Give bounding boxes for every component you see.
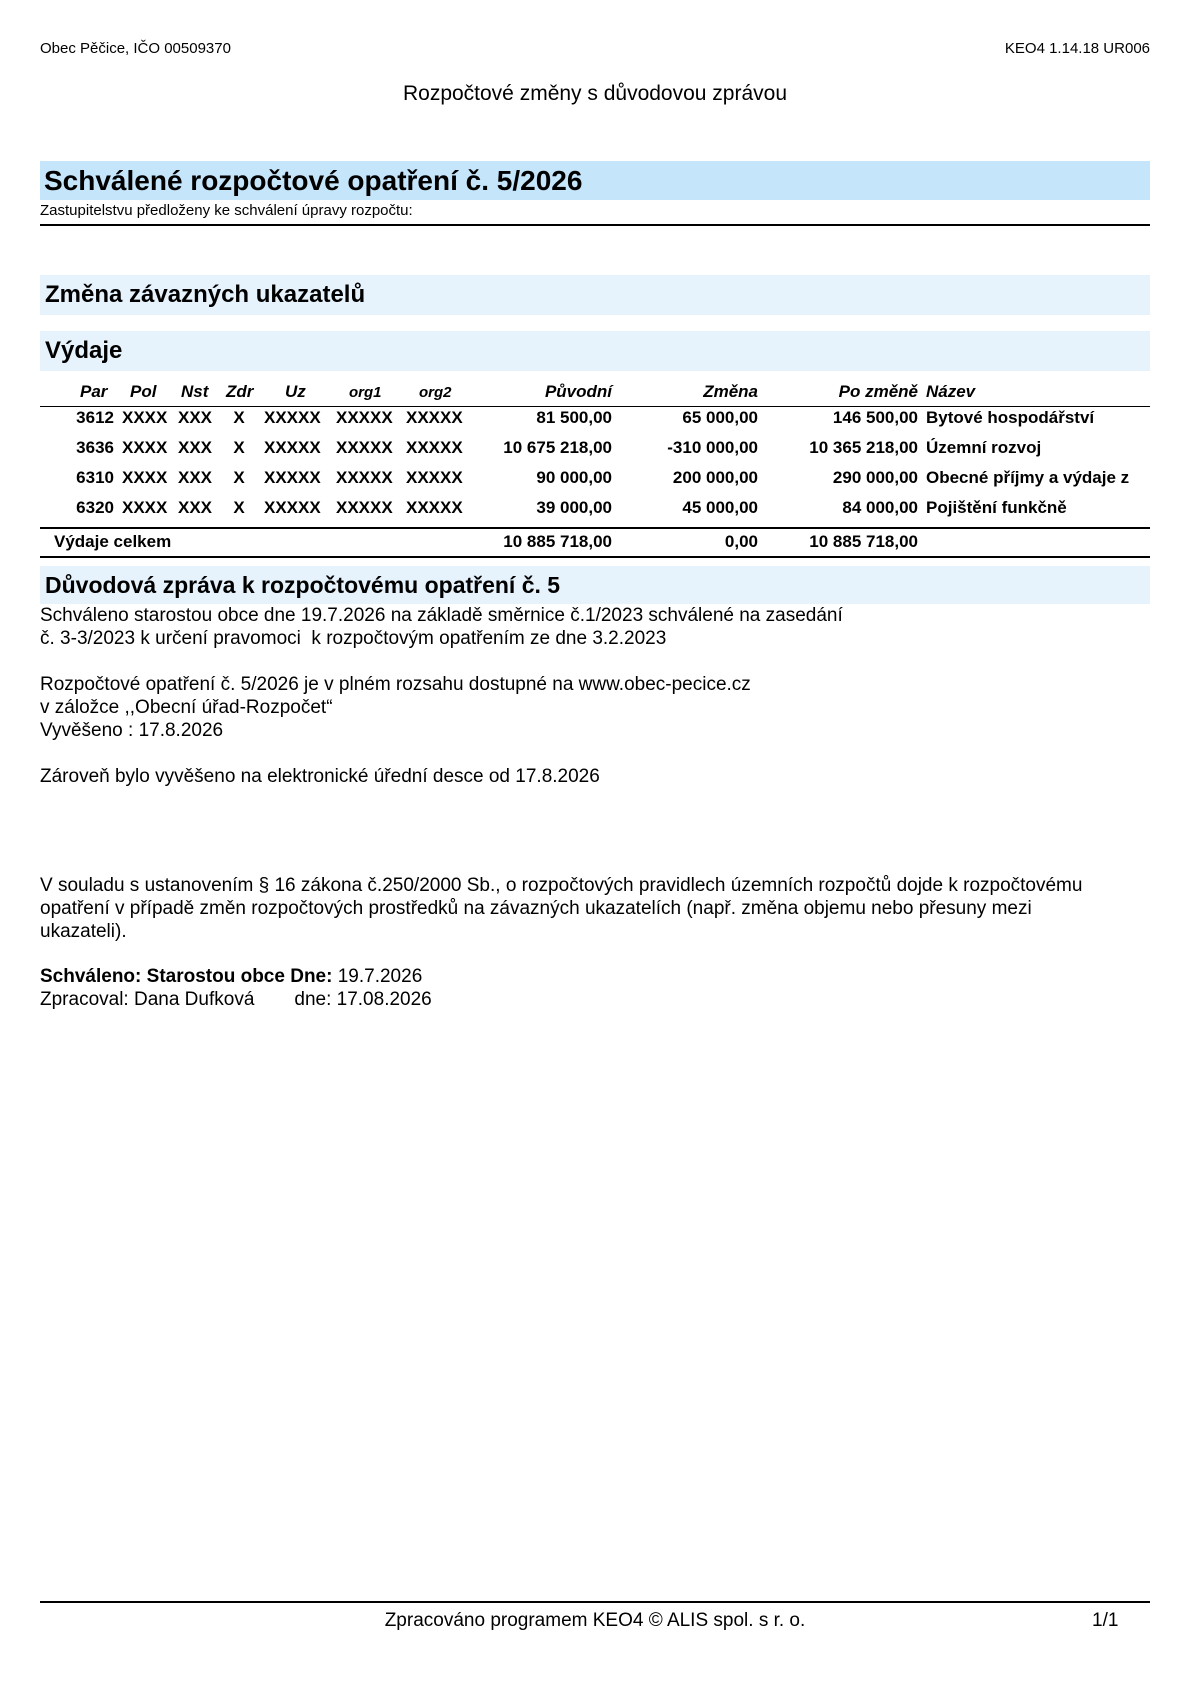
cell-nazev: Pojištění funkčně: [926, 498, 1067, 517]
processed-by: Zpracoval: Dana Dufková: [40, 989, 255, 1010]
cell-puvodni: 90 000,00: [536, 468, 612, 487]
processed-date: dne: 17.08.2026: [294, 989, 432, 1010]
col-puvodni: Původní: [544, 382, 612, 401]
section-indicators-heading: Změna závazných ukazatelů: [40, 275, 1150, 315]
cell-org2: XXXXX: [406, 468, 463, 487]
footer-text: Zpracováno programem KEO4 © ALIS spol. s r. o.: [384, 1610, 806, 1631]
cell-zmena: 65 000,00: [682, 408, 758, 427]
justification-line: v záložce ,,Obecní úřad-Rozpočet“: [40, 697, 333, 718]
col-nazev: Název: [926, 382, 976, 401]
report-code: KEO4 1.14.18 UR006: [1004, 40, 1150, 57]
section-expenses-heading: Výdaje: [40, 331, 1150, 371]
approval-line: [40, 965, 422, 988]
approval-date: 19.7.2026: [332, 966, 423, 987]
table-row: [40, 433, 1150, 463]
justification-text: [40, 604, 843, 788]
cell-puvodni: 10 675 218,00: [503, 438, 612, 457]
cell-org1: XXXXX: [336, 498, 393, 517]
cell-par: 6310: [76, 468, 114, 487]
legal-text: [40, 874, 1082, 943]
table-row: [40, 403, 1150, 433]
cell-zmena: 45 000,00: [682, 498, 758, 517]
report-title: Rozpočtové změny s důvodovou zprávou: [402, 82, 788, 105]
cell-po-zmene: 84 000,00: [842, 498, 918, 517]
table-row: [40, 493, 1150, 523]
col-org1: org1: [349, 384, 382, 401]
cell-nazev: Územní rozvoj: [926, 438, 1042, 457]
page-number: 1/1: [1092, 1610, 1119, 1631]
cell-zmena: 200 000,00: [672, 468, 758, 487]
cell-pol: XXXX: [122, 408, 168, 427]
document-subtitle: Zastupitelstvu předloženy ke schválení úpravy rozpočtu:: [40, 202, 413, 219]
cell-org1: XXXXX: [336, 468, 393, 487]
cell-pol: XXXX: [122, 498, 168, 517]
cell-nst: XXX: [178, 438, 213, 457]
cell-po-zmene: 146 500,00: [832, 408, 918, 427]
cell-par: 6320: [76, 498, 114, 517]
cell-uz: XXXXX: [264, 498, 321, 517]
cell-nst: XXX: [178, 498, 213, 517]
cell-uz: XXXXX: [264, 468, 321, 487]
total-zmena: 0,00: [724, 532, 758, 551]
table-row: [40, 463, 1150, 493]
cell-org2: XXXXX: [406, 408, 463, 427]
col-zmena: Změna: [703, 382, 758, 401]
cell-nazev: Obecné příjmy a výdaje z: [926, 468, 1130, 487]
cell-org2: XXXXX: [406, 438, 463, 457]
cell-pol: XXXX: [122, 468, 168, 487]
processed-line: [40, 988, 432, 1011]
justification-line: č. 3-3/2023 k určení pravomoci k rozpočtovým opatřením ze dne 3.2.2023: [40, 628, 667, 649]
footer-rule: [40, 1601, 1150, 1603]
justification-line: Schváleno starostou obce dne 19.7.2026 na základě směrnice č.1/2023 schválené na zasedání: [40, 605, 843, 626]
legal-line: ukazateli).: [40, 921, 127, 942]
divider: [40, 224, 1150, 226]
cell-nst: XXX: [178, 468, 213, 487]
cell-nazev: Bytové hospodářství: [926, 408, 1095, 427]
justification-line: Zároveň bylo vyvěšeno na elektronické úřední desce od 17.8.2026: [40, 766, 600, 787]
col-po-zmene: Po změně: [838, 382, 918, 401]
justification-line: [40, 742, 843, 765]
cell-puvodni: 81 500,00: [536, 408, 612, 427]
cell-po-zmene: 290 000,00: [832, 468, 918, 487]
justification-line: [40, 650, 843, 673]
col-org2: org2: [419, 384, 452, 401]
legal-line: V souladu s ustanovením § 16 zákona č.250/2000 Sb., o rozpočtových pravidlech územních rozpočtů dojde k rozpočtovému: [40, 875, 1083, 896]
total-label: Výdaje celkem: [54, 532, 172, 551]
cell-puvodni: 39 000,00: [536, 498, 612, 517]
approval-label: Schváleno: Starostou obce Dne:: [40, 966, 333, 987]
justification-line: Vyvěšeno : 17.8.2026: [40, 720, 224, 741]
cell-zmena: -310 000,00: [667, 438, 758, 457]
cell-pol: XXXX: [122, 438, 168, 457]
justification-line: Rozpočtové opatření č. 5/2026 je v plném rozsahu dostupné na www.obec-pecice.cz: [40, 674, 751, 695]
municipality-label: Obec Pěčice, IČO 00509370: [40, 40, 231, 57]
cell-uz: XXXXX: [264, 438, 321, 457]
col-uz: Uz: [285, 382, 306, 401]
cell-org1: XXXXX: [336, 408, 393, 427]
col-nst: Nst: [181, 382, 209, 401]
cell-zdr: X: [233, 468, 245, 487]
col-zdr: Zdr: [226, 382, 254, 401]
total-bottom-rule: [40, 556, 1150, 558]
justification-heading: Důvodová zpráva k rozpočtovému opatření č. 5: [40, 566, 1150, 604]
cell-org1: XXXXX: [336, 438, 393, 457]
cell-zdr: X: [233, 408, 245, 427]
cell-zdr: X: [233, 438, 245, 457]
cell-zdr: X: [233, 498, 245, 517]
total-puvodni: 10 885 718,00: [503, 532, 612, 551]
col-pol: Pol: [130, 382, 157, 401]
table-total-row: [40, 527, 1150, 557]
cell-org2: XXXXX: [406, 498, 463, 517]
cell-par: 3612: [76, 408, 114, 427]
cell-nst: XXX: [178, 408, 213, 427]
cell-po-zmene: 10 365 218,00: [809, 438, 918, 457]
total-po-zmene: 10 885 718,00: [809, 532, 918, 551]
cell-uz: XXXXX: [264, 408, 321, 427]
col-par: Par: [80, 382, 108, 401]
legal-line: opatření v případě změn rozpočtových prostředků na závazných ukazatelích (např. změna objemu nebo přesuny mezi: [40, 898, 1032, 919]
cell-par: 3636: [76, 438, 114, 457]
document-title: Schválené rozpočtové opatření č. 5/2026: [40, 161, 1150, 200]
